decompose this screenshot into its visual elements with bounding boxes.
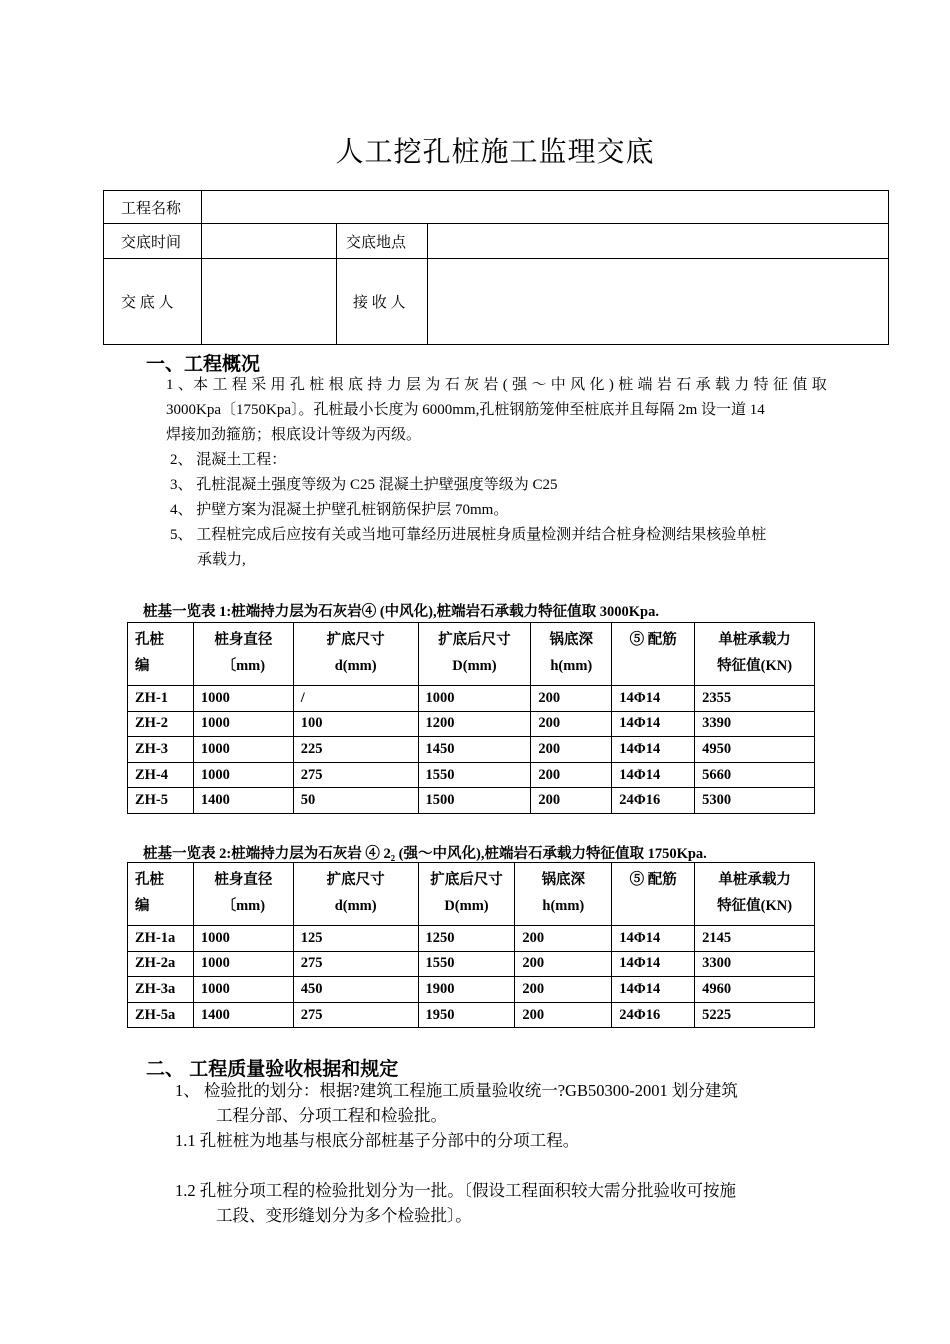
table-row	[128, 951, 815, 977]
place-label: 交底地点	[337, 224, 428, 259]
column-header	[418, 623, 531, 686]
column-header-line: 扩底后尺寸	[430, 872, 503, 888]
section1-item: 3000Kpa〔1750Kpa〕。孔桩最小长度为 6000mm,孔桩钢筋笼伸至桩底并且每隔 2m 设一道 14	[166, 402, 765, 418]
section2-heading: 二、 工程质量验收根据和规定	[146, 1059, 399, 1080]
table-cell: ZH-3a	[128, 977, 194, 1003]
table-cell: 200	[515, 1002, 612, 1028]
column-header-line: 扩底尺寸	[326, 632, 385, 648]
section1-item: 2、 混凝土工程：	[170, 452, 287, 468]
table-cell: 1000	[193, 737, 293, 763]
table-header-row	[128, 863, 815, 926]
column-header-line: 扩底后尺寸	[438, 632, 511, 648]
column-header-line: ⑤ 配筋	[629, 872, 677, 888]
table-cell: ZH-3	[128, 737, 194, 763]
column-header-line: 扩底尺寸	[326, 872, 385, 888]
project-name-field[interactable]	[202, 191, 889, 224]
date-field[interactable]	[202, 224, 337, 259]
column-header-line: 锅底深	[549, 632, 594, 648]
column-header	[293, 623, 418, 686]
column-header	[612, 863, 695, 926]
section2-item: 工程分部、分项工程和检验批。	[216, 1106, 447, 1125]
column-header	[695, 863, 815, 926]
table-cell: 125	[293, 926, 418, 952]
table-cell: 2355	[695, 686, 815, 712]
table-cell: 1200	[418, 711, 531, 737]
table-row	[128, 977, 815, 1003]
column-header-line: d(mm)	[334, 658, 377, 674]
table-row	[128, 926, 815, 952]
column-header-line: 桩身直径	[214, 872, 273, 888]
table-cell: 100	[293, 711, 418, 737]
table-cell: 2145	[695, 926, 815, 952]
table-row	[128, 1002, 815, 1028]
column-header-line: 〔mm)	[221, 658, 266, 674]
table-cell: 275	[293, 1002, 418, 1028]
table-cell: /	[293, 686, 418, 712]
info-table	[103, 190, 889, 345]
table-cell: 24Φ16	[612, 1002, 695, 1028]
table-cell: 14Φ14	[612, 977, 695, 1003]
page-title: 人工挖孔桩施工监理交底	[335, 137, 655, 168]
column-header-line: h(mm)	[542, 898, 585, 914]
table-cell: 4950	[695, 737, 815, 763]
table-cell: 14Φ14	[612, 951, 695, 977]
section2-item: 1.1 孔桩桩为地基与根底分部桩基子分部中的分项工程。	[175, 1131, 580, 1150]
table-cell: 1000	[193, 951, 293, 977]
table-cell: 1400	[193, 788, 293, 814]
table-row	[128, 788, 815, 814]
column-header	[128, 623, 194, 686]
table-cell: ZH-2a	[128, 951, 194, 977]
table-cell: 200	[531, 762, 612, 788]
table-cell: 4960	[695, 977, 815, 1003]
section2-item: 1.2 孔桩分项工程的检验批划分为一批。〔假设工程面积较大需分批验收可按施	[175, 1181, 736, 1200]
column-header	[293, 863, 418, 926]
section1-item: 承载力,	[197, 552, 246, 568]
column-header-line: 桩身直径	[214, 632, 273, 648]
section2-item: 工段、变形缝划分为多个检验批〕。	[216, 1206, 472, 1225]
table-cell: 1450	[418, 737, 531, 763]
table-cell: 200	[531, 737, 612, 763]
info-row	[104, 224, 889, 259]
table-cell: 14Φ14	[612, 686, 695, 712]
table-cell: 1950	[418, 1002, 515, 1028]
table-row	[128, 711, 815, 737]
column-header-line: 〔mm)	[221, 898, 266, 914]
place-field[interactable]	[428, 224, 889, 259]
table-cell: 200	[515, 926, 612, 952]
table-cell: 5660	[695, 762, 815, 788]
table-cell: 1550	[418, 951, 515, 977]
section1-item: 3、 孔桩混凝土强度等级为 C25 混凝土护壁强度等级为 C25	[170, 477, 558, 493]
receiver-field[interactable]	[428, 259, 889, 345]
column-header-line: 单桩承载力	[718, 632, 791, 648]
column-header-line: D(mm)	[452, 658, 497, 674]
table-cell: 1000	[193, 762, 293, 788]
table-cell: 225	[293, 737, 418, 763]
column-header-line: 单桩承载力	[718, 872, 791, 888]
table-cell: 1250	[418, 926, 515, 952]
info-row	[104, 259, 889, 345]
column-header	[695, 623, 815, 686]
table-cell: 14Φ14	[612, 762, 695, 788]
table-cell: 275	[293, 762, 418, 788]
table-cell: 1000	[193, 686, 293, 712]
section2-item: 1、 检验批的划分：根据?建筑工程施工质量验收统一?GB50300-2001 划分建筑	[175, 1081, 738, 1100]
table-row	[128, 762, 815, 788]
table-cell: 3390	[695, 711, 815, 737]
section1-item: 1 、本 工 程 采 用 孔 桩 根 底 持 力 层 为 石 灰 岩 ( 强 ～ 中 风 化 ) 桩 端 岩 石 承 载 力 特 征 值 取	[166, 377, 827, 393]
column-header-line: ⑤ 配筋	[629, 632, 677, 648]
table-cell: 1400	[193, 1002, 293, 1028]
section1-item: 5、 工程桩完成后应按有关或当地可靠经历进展桩身质量检测并结合桩身检测结果核验单桩	[170, 527, 767, 543]
table-cell: ZH-4	[128, 762, 194, 788]
table-cell: 1000	[193, 711, 293, 737]
column-header-line: 特征值(KN)	[717, 658, 793, 674]
table-row	[128, 737, 815, 763]
pile-table-1	[127, 622, 815, 814]
table-cell: 14Φ14	[612, 737, 695, 763]
table-cell: 450	[293, 977, 418, 1003]
table-cell: 1550	[418, 762, 531, 788]
table-cell: ZH-5a	[128, 1002, 194, 1028]
table-cell: ZH-5	[128, 788, 194, 814]
column-header	[531, 623, 612, 686]
info-row	[104, 191, 889, 224]
giver-field[interactable]	[202, 259, 337, 345]
table-cell: 1000	[193, 977, 293, 1003]
section1-item: 焊接加劲箍筋；根底设计等级为丙级。	[166, 427, 422, 443]
column-header-line: 编	[135, 658, 150, 674]
column-header	[193, 623, 293, 686]
table-cell: 1000	[418, 686, 531, 712]
table-cell: 1500	[418, 788, 531, 814]
table-cell: ZH-1a	[128, 926, 194, 952]
column-header	[515, 863, 612, 926]
column-header	[193, 863, 293, 926]
column-header-line: 特征值(KN)	[717, 898, 793, 914]
section1-item: 4、 护壁方案为混凝土护壁孔桩钢筋保护层 70mm。	[170, 502, 509, 518]
column-header-line: 编	[135, 898, 150, 914]
table-cell: 200	[515, 951, 612, 977]
date-label: 交底时间	[104, 224, 202, 259]
table-cell: 5300	[695, 788, 815, 814]
table2-caption: 桩基一览表 2:桩端持力层为石灰岩 ④ 2₂ (强～中风化),桩端岩石承载力特征值取 1750Kpa.	[143, 846, 707, 862]
column-header-line: D(mm)	[444, 898, 489, 914]
table-cell: 1000	[193, 926, 293, 952]
column-header-line: 孔桩	[135, 872, 164, 888]
table-cell: 3300	[695, 951, 815, 977]
table-cell: 200	[515, 977, 612, 1003]
table-header-row	[128, 623, 815, 686]
project-name-label: 工程名称	[104, 191, 202, 224]
table-cell: ZH-1	[128, 686, 194, 712]
column-header	[418, 863, 515, 926]
pile-table-2	[127, 862, 815, 1028]
table-row	[128, 686, 815, 712]
table-cell: 200	[531, 686, 612, 712]
table-cell: 14Φ14	[612, 926, 695, 952]
column-header-line: d(mm)	[334, 898, 377, 914]
table-cell: 50	[293, 788, 418, 814]
column-header-line: 锅底深	[541, 872, 586, 888]
table-cell: 1900	[418, 977, 515, 1003]
column-header-line: 孔桩	[135, 632, 164, 648]
column-header	[612, 623, 695, 686]
table1-caption: 桩基一览表 1:桩端持力层为石灰岩④ (中风化),桩端岩石承载力特征值取 3000Kpa.	[143, 604, 659, 620]
section1-heading: 一、工程概况	[146, 354, 261, 375]
table-cell: 275	[293, 951, 418, 977]
receiver-label: 接 收 人	[337, 259, 428, 345]
column-header-line: h(mm)	[550, 658, 593, 674]
table-cell: 24Φ16	[612, 788, 695, 814]
table-cell: 200	[531, 788, 612, 814]
table-cell: 200	[531, 711, 612, 737]
table-cell: 14Φ14	[612, 711, 695, 737]
giver-label: 交 底 人	[104, 259, 202, 345]
table-cell: ZH-2	[128, 711, 194, 737]
table-cell: 5225	[695, 1002, 815, 1028]
column-header	[128, 863, 194, 926]
